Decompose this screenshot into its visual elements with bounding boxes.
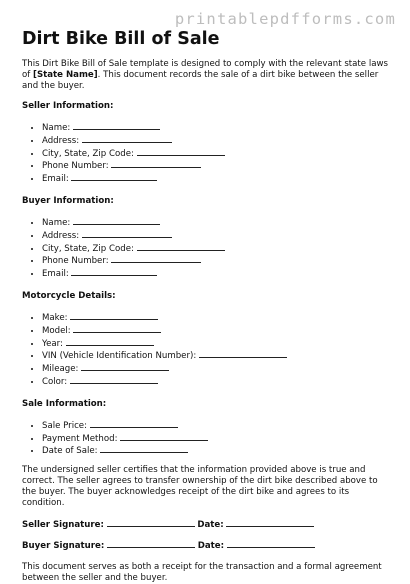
buyer-city-state-zip-field[interactable] bbox=[42, 242, 394, 255]
fill-in-line[interactable] bbox=[199, 349, 287, 358]
field-label: Phone Number: bbox=[42, 256, 109, 267]
seller-field-list bbox=[22, 121, 394, 185]
document-title: Dirt Bike Bill of Sale bbox=[22, 29, 220, 49]
fill-in-line[interactable] bbox=[120, 432, 208, 441]
state-name-placeholder: [State Name] bbox=[33, 70, 98, 80]
buyer-date-line[interactable] bbox=[227, 539, 315, 548]
fill-in-line[interactable] bbox=[82, 134, 172, 143]
fill-in-line[interactable] bbox=[100, 444, 188, 453]
field-label: Email: bbox=[42, 174, 69, 185]
field-label: City, State, Zip Code: bbox=[42, 148, 134, 159]
payment-method-field[interactable] bbox=[42, 432, 394, 445]
intro-text-end: . This document records the sale of a dirt bike between the seller and the buyer. bbox=[22, 70, 379, 91]
seller-city-state-zip-field[interactable] bbox=[42, 147, 394, 160]
date-of-sale-field[interactable] bbox=[42, 444, 394, 457]
buyer-signature-line[interactable] bbox=[107, 539, 195, 548]
mileage-field[interactable] bbox=[42, 362, 394, 375]
field-label: Make: bbox=[42, 312, 68, 323]
fill-in-line[interactable] bbox=[90, 419, 178, 428]
certification-paragraph: The undersigned seller certifies that the information provided above is true and correct. The seller agrees to transfer ownership of the dirt bike described above to the buyer. The buyer acknowledges receipt of the dirt bike and agrees to its condition. bbox=[22, 465, 378, 509]
field-label: Email: bbox=[42, 269, 69, 280]
seller-signature-row bbox=[22, 518, 394, 531]
year-field[interactable] bbox=[42, 337, 394, 350]
field-label: Address: bbox=[42, 135, 80, 146]
fill-in-line[interactable] bbox=[111, 254, 201, 263]
document-page bbox=[22, 28, 394, 584]
seller-address-field[interactable] bbox=[42, 134, 394, 147]
sale-price-field[interactable] bbox=[42, 419, 394, 432]
field-label: Name: bbox=[42, 123, 71, 133]
closing-paragraph: This document serves as both a receipt for the transaction and a formal agreement between the seller and the buyer. bbox=[22, 562, 382, 584]
seller-signature-line[interactable] bbox=[107, 518, 195, 527]
fill-in-line[interactable] bbox=[137, 147, 225, 156]
sale-section-heading: Sale Information: bbox=[22, 398, 107, 409]
field-label: Year: bbox=[42, 338, 63, 349]
field-label: City, State, Zip Code: bbox=[42, 243, 134, 254]
fill-in-line[interactable] bbox=[82, 229, 172, 238]
intro-paragraph bbox=[22, 59, 394, 92]
fill-in-line[interactable] bbox=[73, 216, 160, 225]
field-label: Date of Sale: bbox=[42, 446, 98, 457]
field-label: Color: bbox=[42, 376, 68, 387]
seller-date-label: Date: bbox=[197, 520, 224, 531]
vin-field[interactable] bbox=[42, 349, 394, 362]
fill-in-line[interactable] bbox=[66, 337, 154, 346]
fill-in-line[interactable] bbox=[70, 375, 158, 384]
buyer-email-field[interactable] bbox=[42, 267, 394, 280]
buyer-field-list bbox=[22, 216, 394, 280]
color-field[interactable] bbox=[42, 375, 394, 388]
field-label: VIN (Vehicle Identification Number): bbox=[42, 351, 197, 362]
motorcycle-section-heading: Motorcycle Details: bbox=[22, 290, 116, 301]
field-label: Sale Price: bbox=[42, 420, 87, 431]
intro-text-start: This Dirt Bike Bill of Sale template is designed to comply with the relevant state laws of bbox=[22, 59, 388, 80]
seller-signature-label: Seller Signature: bbox=[22, 520, 104, 531]
fill-in-line[interactable] bbox=[71, 172, 157, 181]
fill-in-line[interactable] bbox=[73, 121, 160, 130]
field-label: Model: bbox=[42, 325, 71, 336]
buyer-signature-row bbox=[22, 539, 394, 552]
seller-date-line[interactable] bbox=[226, 518, 314, 527]
seller-section-heading: Seller Information: bbox=[22, 101, 114, 111]
sale-field-list bbox=[22, 419, 394, 457]
field-label: Payment Method: bbox=[42, 433, 118, 444]
fill-in-line[interactable] bbox=[71, 267, 157, 276]
fill-in-line[interactable] bbox=[137, 242, 225, 251]
buyer-signature-label: Buyer Signature: bbox=[22, 541, 105, 552]
field-label: Address: bbox=[42, 230, 80, 241]
buyer-address-field[interactable] bbox=[42, 229, 394, 242]
make-field[interactable] bbox=[42, 311, 394, 324]
buyer-section-heading: Buyer Information: bbox=[22, 195, 114, 206]
watermark-logo: printablepdfforms.com bbox=[174, 10, 396, 28]
fill-in-line[interactable] bbox=[70, 311, 158, 320]
fill-in-line[interactable] bbox=[81, 362, 169, 371]
seller-email-field[interactable] bbox=[42, 172, 394, 185]
buyer-name-field[interactable] bbox=[42, 216, 394, 229]
field-label: Name: bbox=[42, 217, 71, 228]
seller-name-field[interactable] bbox=[42, 121, 394, 134]
field-label: Phone Number: bbox=[42, 161, 109, 172]
buyer-date-label: Date: bbox=[197, 541, 225, 552]
fill-in-line[interactable] bbox=[111, 159, 201, 168]
buyer-phone-field[interactable] bbox=[42, 254, 394, 267]
seller-phone-field[interactable] bbox=[42, 159, 394, 172]
model-field[interactable] bbox=[42, 324, 394, 337]
motorcycle-field-list bbox=[22, 311, 394, 388]
fill-in-line[interactable] bbox=[73, 324, 161, 333]
field-label: Mileage: bbox=[42, 364, 79, 375]
